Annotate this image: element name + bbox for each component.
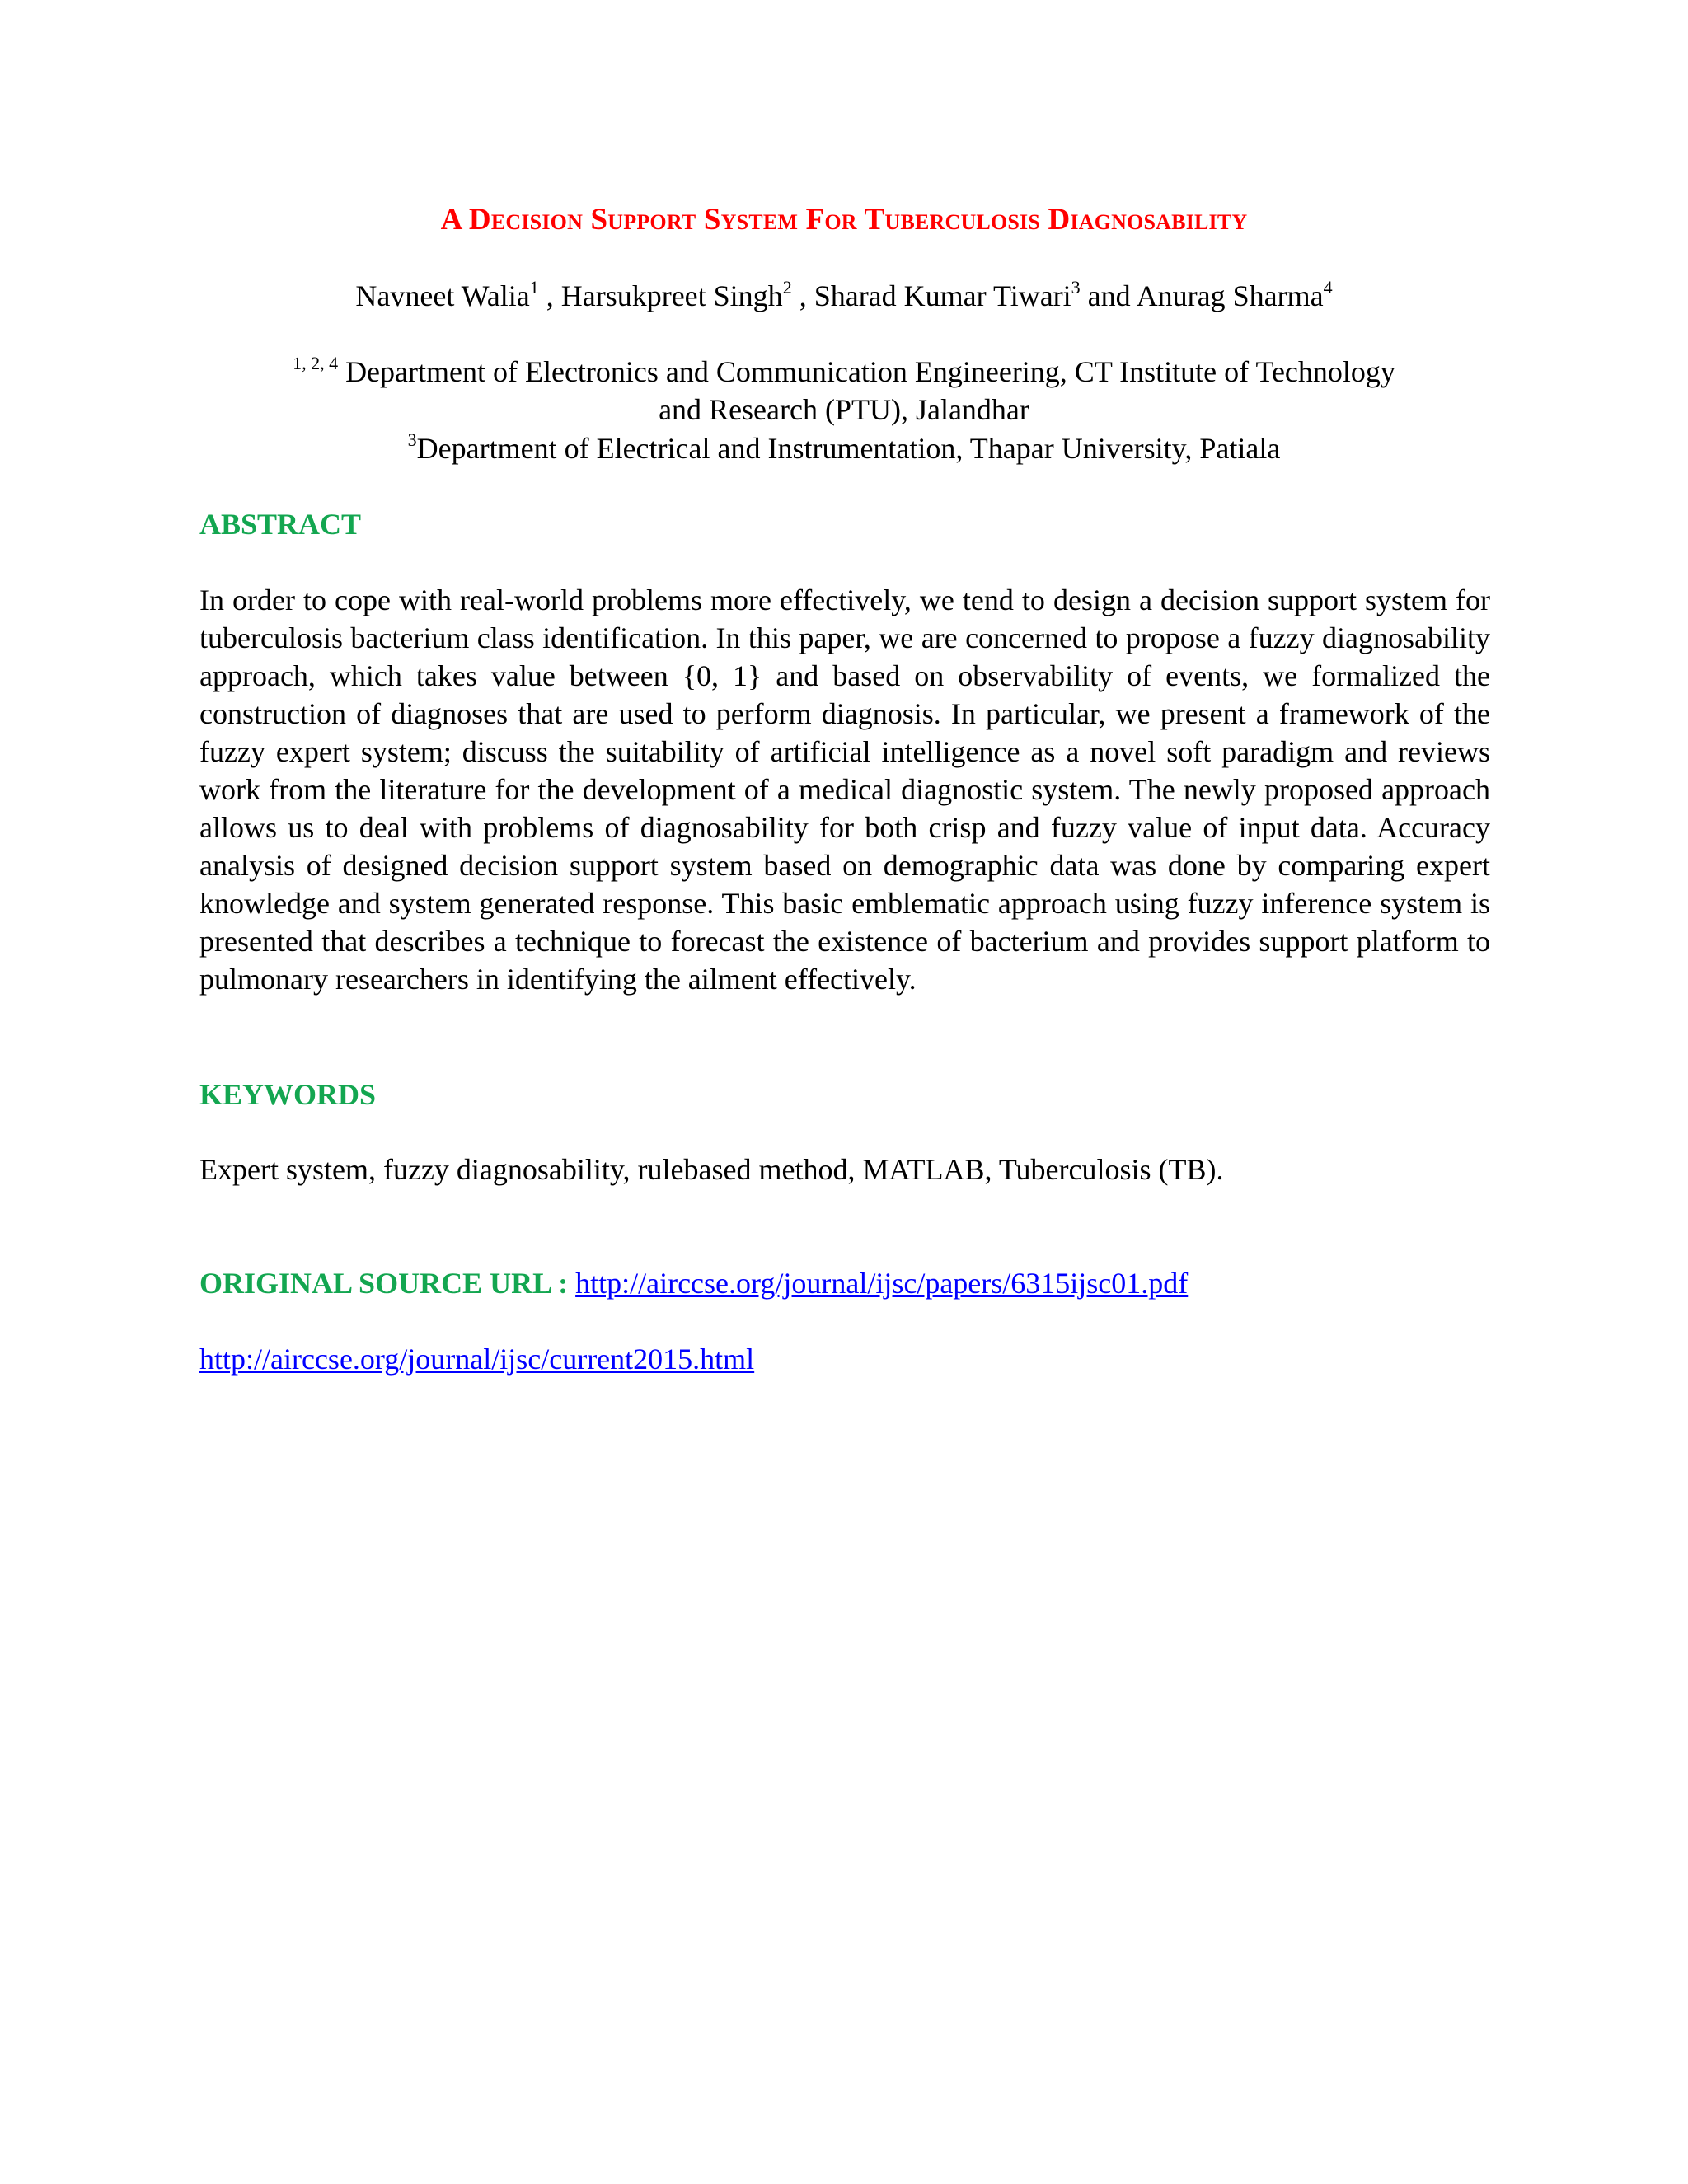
keywords-heading: KEYWORDS	[199, 1078, 377, 1111]
author-separator: ,	[791, 279, 814, 312]
author-affiliation-number: 4	[1323, 277, 1333, 298]
affiliation-line	[0, 354, 1688, 389]
author-affiliation-number: 2	[782, 277, 792, 298]
author-affiliation-number: 3	[1071, 277, 1081, 298]
issue-url-link[interactable]: http://airccse.org/journal/ijsc/current2015.html	[199, 1343, 755, 1376]
author-name: Harsukpreet Singh	[560, 279, 783, 312]
author-list	[0, 279, 1688, 313]
affiliation-number: 1, 2, 4	[293, 353, 339, 373]
author-separator: ,	[538, 279, 561, 312]
source-url-label: ORIGINAL SOURCE URL :	[199, 1267, 576, 1300]
abstract-heading: ABSTRACT	[199, 508, 362, 541]
issue-url-line	[199, 1342, 754, 1376]
affiliation-number: 3	[407, 429, 417, 450]
paper-title: A Decision Support System For Tuberculosis Diagnosability	[440, 203, 1248, 237]
author-name: Navneet Walia	[355, 279, 530, 312]
author-affiliation-number: 1	[529, 277, 539, 298]
abstract-text: In order to cope with real-world problems more effectively, we tend to design a decision support system for tuberculosis bacterium class identification. In this paper, we are concerned to propose a fuzzy diagnosability approach, which takes value between {0, 1} and based on observability of events, we formalized the construction of diagnoses that are used to perform diagnosis. In particular, we present a framework of the fuzzy expert system; discuss the suitability of artificial intelligence as a novel soft paradigm and reviews work from the literature for the development of a medical diagnostic system. The newly proposed approach allows us to deal with problems of diagnosability for both crisp and fuzzy value of input data. Accuracy analysis of designed decision support system based on demographic data was done by comparing expert knowledge and system generated response. This basic emblematic approach using fuzzy inference system is presented that describes a technique to forecast the existence of bacterium and provides support platform to pulmonary researchers in identifying the ailment effectively.	[199, 583, 1490, 996]
keywords-text: Expert system, fuzzy diagnosability, rulebased method, MATLAB, Tuberculosis (TB).	[199, 1153, 1224, 1186]
source-url-line	[199, 1266, 1188, 1301]
affiliation-text: Department of Electrical and Instrumentation, Thapar University, Patiala	[416, 432, 1281, 465]
author-separator: and	[1080, 279, 1137, 312]
affiliation-text: Department of Electronics and Communication Engineering, CT Institute of Technology	[338, 355, 1395, 388]
source-url-link[interactable]: http://airccse.org/journal/ijsc/papers/6315ijsc01.pdf	[575, 1267, 1189, 1300]
author-name: Sharad Kumar Tiwari	[814, 279, 1071, 312]
affiliation-line	[0, 431, 1688, 466]
author-name: Anurag Sharma	[1136, 279, 1324, 312]
affiliation-line-continued: and Research (PTU), Jalandhar	[659, 393, 1029, 426]
